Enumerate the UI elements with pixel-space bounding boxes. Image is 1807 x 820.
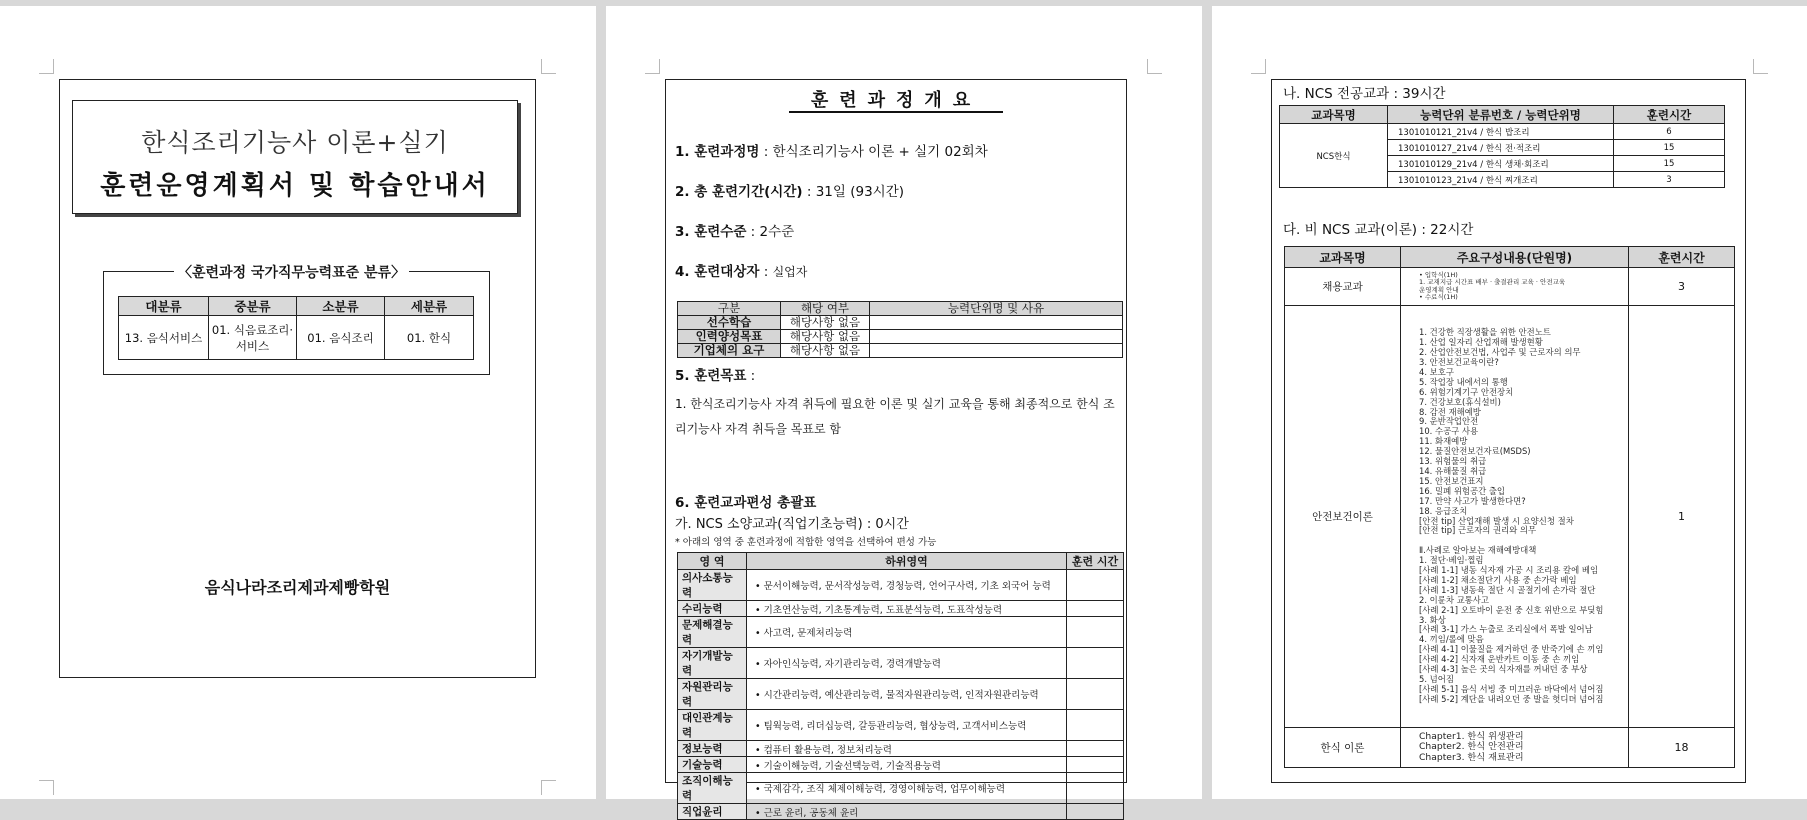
ncs-unit: 1301010127_21v4 / 한식 전·적조리 [1388,140,1614,156]
content-line: [사례 4-2] 식자재 운반카트 이동 중 손 끼임 [1419,654,1580,665]
content-line: 14. 유해물질 취급 [1419,465,1487,476]
ncs-hours: 6 [1614,124,1725,140]
crop-mark [1753,59,1768,74]
basic-subarea: • 팀웍능력, 리더십능력, 갈등관리능력, 협상능력, 고객서비스능력 [747,710,1067,741]
section-goal: 5. 훈련목표 : [675,368,756,384]
table-row [1285,728,1735,768]
ncs-major-subtitle: 나. NCS 전공교과 : 39시간 [1283,86,1446,102]
class-value: 01. 한식 [385,316,474,360]
basic-subarea: • 기초연산능력, 기초통계능력, 도표분석능력, 도표작성능력 [747,601,1067,617]
table-row [678,679,1124,710]
basic-subarea: • 자아인식능력, 자기관리능력, 경력개발능력 [747,648,1067,679]
table-row [1280,124,1725,140]
class-header: 중분류 [209,297,297,316]
basic-area: 정보능력 [678,741,747,757]
section-level: 3. 훈련수준 : 2수준 [675,224,795,240]
classification-table [118,296,474,360]
class-value: 01. 음식조리 [297,316,385,360]
target-header: 능력단위명 및 사유 [870,302,1123,316]
content-line: [사례 1-1] 냉동 식자재 가공 시 조리용 칼에 베임 [1419,565,1599,576]
content-line: 16. 밀폐 위험공간 출입 [1419,485,1506,496]
content-line: 4. 끼임/롤에 맞음 [1419,634,1484,645]
basic-area: 대인관계능력 [678,710,747,741]
section-label: 5. 훈련목표 [675,368,747,384]
basic-hours [1067,679,1124,710]
non-subject: 안전보건이론 [1285,306,1401,728]
target-header: 구분 [678,302,781,316]
basic-hours [1067,617,1124,648]
content-line: [사례 4-1] 이물질을 제거하던 중 반죽기에 손 끼임 [1419,644,1604,655]
basic-subarea: • 컴퓨터 활용능력, 정보처리능력 [747,741,1067,757]
content-line: [안전 tip] 산업재해 발생 시 요양신청 절차 [1419,515,1574,526]
crop-mark [39,780,54,795]
content-line: 8. 감전 재해예방 [1419,406,1481,417]
basic-hours [1067,710,1124,741]
section-value: 2수준 [759,224,795,240]
table-row [678,601,1124,617]
section-total-period: 2. 총 훈련기간(시간) : 31일 (93시간) [675,184,905,200]
ncs-basic-subtitle: 가. NCS 소양교과(직업기초능력) : 0시간 [675,517,909,532]
content-line: [사례 5-1] 음식 서빙 중 미끄러운 바닥에서 넘어짐 [1419,683,1604,694]
target-cell [870,330,1123,344]
target-cell: 기업체의 요구 [678,344,781,358]
content-line: 15. 안전보건표지 [1419,475,1484,486]
overview-title: 훈련과정개요 [810,90,982,111]
content-line: 9. 운반작업안전 [1419,416,1479,427]
ncs-hours: 15 [1614,140,1725,156]
basic-area: 직업윤리 [678,804,747,820]
basic-subarea: • 시간관리능력, 예산관리능력, 물적자원관리능력, 인적자원관리능력 [747,679,1067,710]
content-line: 1. 절단·베임·찔림 [1419,555,1484,566]
target-cell [870,316,1123,330]
content-line: 2. 이륜차 교통사고 [1419,594,1489,605]
section-curriculum [675,491,816,511]
content-line: • 입학식(1H) [1419,270,1458,279]
content-line: 5. 넘어짐 [1419,673,1454,684]
basic-hours [1067,648,1124,679]
target-table [677,301,1123,358]
basic-area: 자기개발능력 [678,648,747,679]
section-course-name: 1. 훈련과정명 : 한식조리기능사 이론 + 실기 02회차 [675,144,988,160]
content-line: 3. 화상 [1419,614,1446,625]
crop-mark [39,59,54,74]
ncs-unit: 1301010129_21v4 / 한식 생채·회조리 [1388,156,1614,172]
overview-frame [665,79,1127,819]
section-label: 6. 훈련교과편성 총괄표 [675,495,817,511]
basic-hours [1067,601,1124,617]
basic-header: 영 역 [678,553,747,570]
ncs-subject: NCS한식 [1280,124,1388,188]
classification-title-text: 훈련과정 국가직무능력표준 분류 [192,265,392,281]
content-line: Chapter2. 한식 안전관리 [1419,741,1524,753]
table-row [1285,268,1735,306]
basic-subarea: • 국제감각, 조직 체제이해능력, 경영이해능력, 업무이해능력 [747,773,1067,804]
non-subject: 채용교과 [1285,268,1401,306]
target-cell: 해당사항 없음 [781,330,870,344]
ncs-major-table [1279,105,1725,188]
curriculum-frame [1271,79,1746,783]
class-value: 13. 음식서비스 [119,316,209,360]
content-line: 4. 보호구 [1419,366,1454,377]
content-line: [안전 tip] 근로자의 권리와 의무 [1419,525,1537,536]
crop-mark [1147,59,1162,74]
class-value: 01. 식음료조리·서비스 [209,316,297,360]
crop-mark [645,59,660,74]
basic-hours [1067,757,1124,773]
content-line: [사례 3-1] 가스 누출로 조리실에서 폭발 일어남 [1419,624,1593,635]
table-row [678,804,1124,820]
section-label: 4. 훈련대상자 [675,264,760,280]
non-content [1401,728,1629,768]
content-line: 2. 산업안전보건법, 사업주 및 근로자의 의무 [1419,347,1581,358]
table-row [678,330,1123,344]
academy-name: 음식나라조리제과제빵학원 [204,578,391,597]
content-line: Chapter3. 한식 재료관리 [1419,751,1524,763]
crop-mark [541,780,556,795]
target-cell: 선수학습 [678,316,781,330]
content-line: 1. 건강한 직장생활을 위한 안전노트 [1419,327,1551,338]
document-page-1 [0,6,596,799]
section-value: 31일 (93시간) [815,184,905,200]
table-row [678,344,1123,358]
content-line: 10. 수공구 사용 [1419,426,1479,437]
basic-area: 의사소통능력 [678,570,747,601]
content-line: 18. 응급조치 [1419,505,1468,516]
table-row [678,648,1124,679]
content-line: [사례 5-2] 계단을 내려오던 중 발을 헛디뎌 넘어짐 [1419,693,1604,704]
class-header: 세분류 [385,297,474,316]
non-header: 교과목명 [1285,247,1401,268]
content-line: 12. 물질안전보건자료(MSDS) [1419,446,1531,457]
content-line: 5. 작업장 내에서의 통행 [1419,376,1508,387]
crop-mark [1251,59,1266,74]
cover-frame [59,79,536,678]
table-row [678,757,1124,773]
ncs-unit: 1301010123_21v4 / 한식 찌개조리 [1388,172,1614,188]
section-label: 3. 훈련수준 [675,224,747,240]
class-header: 대분류 [119,297,209,316]
goal-text: 1. 한식조리기능사 자격 취득에 필요한 이론 및 실기 교육을 통해 최종적으로 한식 조리기능사 자격 취득을 목표로 함 [675,397,1115,436]
non-ncs-table [1284,246,1735,768]
ncs-header: 능력단위 분류번호 / 능력단위명 [1388,106,1614,124]
content-line: Ⅱ.사례로 알아보는 재해예방대책 [1419,545,1537,556]
section-value: 한식조리기능사 이론 + 실기 02회차 [772,144,988,160]
basic-header: 하위영역 [747,553,1067,570]
ncs-classification-box [103,265,490,375]
table-row [678,741,1124,757]
document-page-3 [1212,6,1807,799]
target-cell: 해당사항 없음 [781,316,870,330]
non-content [1401,268,1629,306]
basic-competency-table [677,552,1124,820]
classification-title: 〈훈련과정 국가직무능력표준 분류〉 [174,262,409,282]
basic-subarea: • 근로 윤리, 공동체 윤리 [747,804,1067,820]
cover-title-box [72,100,518,214]
ncs-header: 교과목명 [1280,106,1388,124]
basic-subarea: • 기술이해능력, 기술선택능력, 기술적용능력 [747,757,1067,773]
non-header: 주요구성내용(단원명) [1401,247,1629,268]
non-subject: 한식 이론 [1285,728,1401,768]
title-underline [789,111,1003,113]
section-value: 실업자 [772,265,808,279]
non-content [1401,306,1629,728]
section-target: 4. 훈련대상자 : 실업자 [675,264,808,280]
basic-area: 자원관리능력 [678,679,747,710]
non-header: 훈련시간 [1629,247,1735,268]
basic-area: 기술능력 [678,757,747,773]
section-label: 2. 총 훈련기간(시간) [675,184,803,200]
basic-area: 조직이해능력 [678,773,747,804]
ncs-header: 훈련시간 [1614,106,1725,124]
content-line: [사례 4-3] 높은 곳의 식자재를 꺼내던 중 부상 [1419,664,1588,675]
target-cell [870,344,1123,358]
basic-header: 훈련 시간 [1067,553,1124,570]
basic-area: 수리능력 [678,601,747,617]
content-line: 17. 만약 사고가 발생한다면? [1419,495,1526,506]
class-header: 소분류 [297,297,385,316]
table-row [1285,306,1735,728]
content-line: 1. 산업 일자리 산업재해 발생현황 [1419,337,1543,348]
content-line: • 수료식(1H) [1419,293,1458,301]
target-cell: 인력양성목표 [678,330,781,344]
selection-note: * 아래의 영역 중 훈련과정에 적합한 영역을 선택하여 편성 가능 [675,537,937,548]
basic-hours [1067,570,1124,601]
content-line: [사례 1-3] 냉동육 절단 시 골절기에 손가락 절단 [1419,584,1596,595]
content-line: 3. 안전보건교육이란? [1419,357,1499,367]
content-line: 7. 건강보호(휴식설비) [1419,396,1501,407]
ncs-hours: 15 [1614,156,1725,172]
content-line: 1. 교재지급 시간표 배부 · 출결관리 교육 · 안전교육 [1419,278,1566,286]
non-ncs-subtitle: 다. 비 NCS 교과(이론) : 22시간 [1283,222,1474,238]
basic-hours [1067,804,1124,820]
target-cell: 해당사항 없음 [781,344,870,358]
table-row [678,570,1124,601]
content-line: 6. 위험기계기구 안전장치 [1419,386,1514,397]
non-hours: 1 [1629,306,1735,728]
content-line: Chapter1. 한식 위생관리 [1419,730,1524,742]
basic-area: 문제해결능력 [678,617,747,648]
content-line: 13. 위험물의 취급 [1419,456,1487,467]
content-line: [사례 2-1] 오토바이 운전 중 신호 위반으로 부딪힘 [1419,604,1604,615]
target-header: 해당 여부 [781,302,870,316]
cover-title-line2: 훈련운영계획서 및 학습안내서 [100,171,490,201]
cover-title-line1: 한식조리기능사 이론+실기 [141,128,449,157]
document-page-2 [606,6,1202,819]
content-line: 운영계획 안내 [1419,285,1459,294]
non-hours: 3 [1629,268,1735,306]
ncs-hours: 3 [1614,172,1725,188]
content-line: 11. 화재예방 [1419,436,1468,447]
basic-subarea: • 사고력, 문제처리능력 [747,617,1067,648]
content-line: [사례 1-2] 채소절단기 사용 중 손가락 베임 [1419,574,1577,585]
crop-mark [541,59,556,74]
table-row [678,316,1123,330]
basic-subarea: • 문서이해능력, 문서작성능력, 경청능력, 언어구사력, 기초 외국어 능력 [747,570,1067,601]
ncs-unit: 1301010121_21v4 / 한식 밥조리 [1388,124,1614,140]
table-row [678,710,1124,741]
section-label: 1. 훈련과정명 [675,144,760,160]
basic-hours [1067,741,1124,757]
table-row [678,617,1124,648]
non-hours: 18 [1629,728,1735,768]
